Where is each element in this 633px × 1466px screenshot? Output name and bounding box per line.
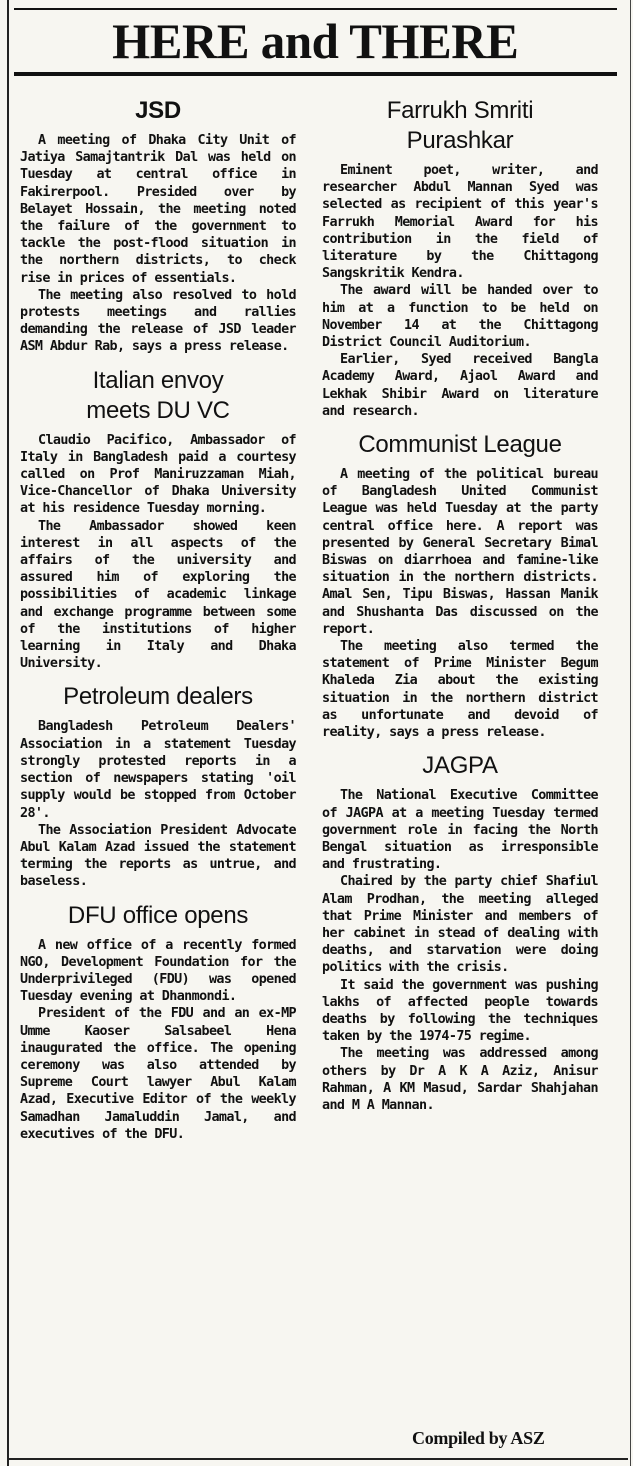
article-paragraph: The National Executive Committee of JAGPA at a meeting Tuesday termed government role in facing the North Bengal situation as irresponsible and frustrating. xyxy=(322,788,598,873)
article-farrukh-smriti xyxy=(322,96,598,420)
article-italian-envoy xyxy=(20,366,296,673)
article-paragraph: Bangladesh Petroleum Dealers' Association in a statement Tuesday strongly protested reports in a section of newspapers stating 'oil supply would be stopped from October 28'. xyxy=(20,719,296,821)
headline-communist-league: Communist League xyxy=(358,431,562,459)
article-paragraph: Chaired by the party chief Shafiul Alam Prodhan, the meeting alleged that Prime Minister and members of her cabinet in stead of dealing with deaths, and starvation were doing politics with the crisis. xyxy=(322,874,598,976)
article-paragraph: A new office of a recently formed NGO, Development Foundation for the Underprivileged (FDU) was opened Tuesday evening at Dhanmondi. xyxy=(20,937,296,1005)
headline-jagpa: JAGPA xyxy=(422,752,498,780)
article-jsd xyxy=(20,96,296,356)
bottom-rule xyxy=(8,1458,628,1460)
byline: Compiled by ASZ xyxy=(412,1428,545,1448)
article-paragraph: President of the FDU and an ex-MP Umme Kaoser Salsabeel Hena inaugurated the office. The opening ceremony was also attended by Supreme Court lawyer Abul Kalam Azad, Executive Editor of the weekly Samadhan Jamaluddin Jamal, and executives of the DFU. xyxy=(20,1006,296,1142)
headline-petroleum-dealers: Petroleum dealers xyxy=(63,683,253,711)
article-communist-league xyxy=(322,430,598,741)
headline-jsd: JSD xyxy=(135,97,181,124)
headline-farrukh-smriti: Farrukh Smriti Purashkar xyxy=(386,97,534,154)
right-column xyxy=(322,96,598,1124)
headline-italian-envoy: Italian envoy meets DU VC xyxy=(86,366,230,424)
left-column xyxy=(20,96,296,1153)
masthead xyxy=(14,8,617,76)
article-paragraph: Earlier, Syed received Bangla Academy Award, Ajaol Award and Lekhak Shibir Award on literature and research. xyxy=(322,352,598,419)
article-paragraph: Claudio Pacifico, Ambassador of Italy in Bangladesh paid a courtesy called on Prof Maniruzzaman Miah, Vice-Chancellor of Dhaka University at his residence Tuesday morning. xyxy=(20,432,296,517)
article-paragraph: The meeting was addressed among others by Dr A K A Aziz, Anisur Rahman, A KM Masud, Sardar Shahjahan and M A Mannan. xyxy=(322,1046,598,1113)
page-title: HERE and THERE xyxy=(112,13,519,69)
article-paragraph: The meeting also resolved to hold protests meetings and rallies demanding the release of JSD leader ASM Abdur Rab, says a press release. xyxy=(20,287,296,355)
article-paragraph: A meeting of the political bureau of Bangladesh United Communist League was held Tuesday at the party central office here. A report was presented by General Secretary Bimal Biswas on diarrhoea and famine-like situation in the northern districts. Amal Sen, Tipu Biswas, Hassan Manik and Shushanta Das discussed on the report. xyxy=(322,467,598,637)
article-jagpa xyxy=(322,751,598,1114)
article-petroleum-dealers xyxy=(20,682,296,890)
article-paragraph: A meeting of Dhaka City Unit of Jatiya Samajtantrik Dal was held on Tuesday at central office in Fakirerpool. Presided over by Belayet Hossain, the meeting noted the failure of the government to tackle the post-flood situation in the northern districts, to check rise in prices of essentials. xyxy=(20,133,296,286)
article-dfu-office xyxy=(20,901,296,1143)
article-paragraph: The Ambassador showed keen interest in all aspects of the affairs of the university and assured him of exploring the possibilities of academic linkage and exchange programme between some of the institutions of higher learning in Italy and Dhaka University. xyxy=(20,518,296,672)
headline-dfu-office: DFU office opens xyxy=(67,901,249,929)
article-paragraph: Eminent poet, writer, and researcher Abdul Mannan Syed was selected as recipient of this year's Farrukh Memorial Award for his contribution in the field of literature by the Chittagong Sangskritik Kendra. xyxy=(322,163,598,282)
page-right-rule xyxy=(630,0,631,1466)
page-left-rule xyxy=(7,0,9,1466)
article-paragraph: It said the government was pushing lakhs of affected people towards deaths by following the techniques taken by the 1974-75 regime. xyxy=(322,977,598,1045)
article-paragraph: The award will be handed over to him at a function to be held on November 14 at the Chittagong District Council Auditorium. xyxy=(322,283,598,351)
article-paragraph: The meeting also termed the statement of Prime Minister Begum Khaleda Zia about the existing situation in the northern district as unfortunate and devoid of reality, says a press release. xyxy=(322,639,598,741)
article-paragraph: The Association President Advocate Abul Kalam Azad issued the statement terming the reports as untrue, and baseless. xyxy=(20,822,296,890)
